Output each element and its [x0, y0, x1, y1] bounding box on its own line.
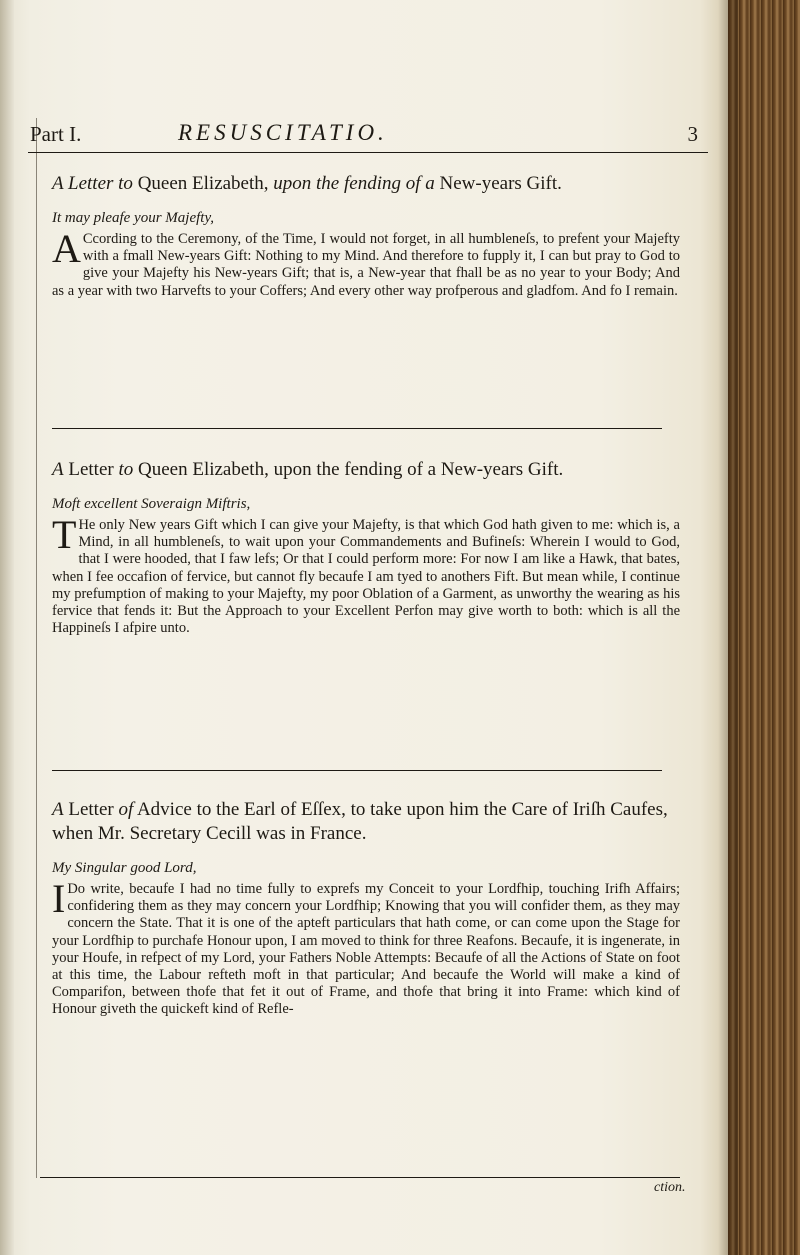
letter-3-salutation: My Singular good Lord, [52, 860, 197, 876]
title-part: Advice to the Earl of Eſſex, to take upon him the Care of Iriſh Caufes, when Mr. Secretary Cecill was in France. [52, 799, 668, 844]
page-edge-shadow [718, 0, 738, 1255]
drop-cap: I [52, 876, 66, 921]
letter-2-salutation: Moft excellent Soveraign Miftris, [52, 496, 251, 512]
header-title: RESUSCITATIO. [178, 120, 388, 145]
body-paragraph: Ccording to the Ceremony, of the Time, I would not forget, in all humbleneſs, to prefent your Majefty with a fmall New-years Gift: Nothing to my Mind. And therefore to fupply it, I can but pray to God to give your Majefty his New-years Gift; that is, a New-year that fhall be as no year to your Body; And as a year with two Harvefts to your Coffers; And every other way profperous and gladfom. And fo I remain. [52, 231, 680, 299]
left-frame-rule [36, 118, 37, 1178]
header-part: Part I. [30, 122, 82, 146]
drop-cap: A [52, 226, 81, 271]
title-part: of [118, 799, 134, 820]
title-part: to [118, 459, 134, 480]
page-number: 3 [687, 122, 698, 146]
bottom-rule [40, 1177, 680, 1178]
running-header [28, 118, 708, 153]
letter-3 [52, 798, 680, 1019]
letter-1-salutation: It may pleafe your Majefty, [52, 210, 215, 226]
section-divider [52, 770, 662, 771]
section-divider [52, 428, 662, 429]
title-part: Letter [63, 459, 119, 480]
body-paragraph: Do write, becaufe I had no time fully to exprefs my Conceit to your Lordfhip, touching Irifh Affairs; confidering them as they may concern your Lordfhip; Knowing that you will confider them, as they may concern the State. That it is one of the apteft particulars that hath come, or can come upon the Stage for your Lordfhip to purchafe Honour upon, I am moved to think for three Reafons. Becaufe, it is ingenerate, in your Houfe, in refpect of my Lord, your Fathers Noble Attempts: Becaufe of all the Actions of State on foot at this time, the Labour refteth moft in that particular; And becaufe the World will make a kind of Comparifon, between thofe that fet it out of Frame, and thofe that bring it into Frame: which kind of Honour giveth the quickeft kind of Refle- [52, 881, 680, 1018]
page-edge [728, 0, 800, 1255]
letter-1-title [52, 172, 680, 196]
body-paragraph: He only New years Gift which I can give your Majefty, is that which God hath given to me: which is, a Mind, in all humbleneſs, to wait upon your Commandements and Bufineſs: Wherein I would to God, that I were hooded, that I faw lefs; Or that I could perform more: For now I am like a Hawk, that bates, when I fee occafion of fervice, but cannot fly becaufe I am tyed to anothers Fift. But mean while, I continue my prefumption of making to your Majefty, my poor Oblation of a Garment, as unworthy the wearing as his fervice that fends it: But the Approach to your Excellent Perfon may give worth to both: which is all the Happineſs I afpire unto. [52, 517, 680, 637]
title-part: Queen Elizabeth, [132, 173, 274, 194]
catchword: ction. [654, 1180, 686, 1195]
letter-2 [52, 458, 680, 637]
title-part: upon the fending of a [273, 173, 435, 194]
letter-1 [52, 172, 680, 300]
gutter-shadow [0, 0, 14, 1255]
letter-2-body [52, 512, 680, 637]
letter-2-title [52, 458, 680, 482]
letter-3-body [52, 876, 680, 1019]
title-part: Letter [63, 799, 119, 820]
title-part: Queen Elizabeth, upon the fending of a New-years Gift. [133, 459, 564, 480]
title-part: A [52, 459, 64, 480]
letter-3-title [52, 798, 680, 846]
title-part: A [52, 799, 64, 820]
letter-1-body [52, 226, 680, 300]
title-part: A Letter to [52, 173, 133, 194]
title-part: New-years Gift. [434, 173, 562, 194]
drop-cap: T [52, 512, 77, 557]
